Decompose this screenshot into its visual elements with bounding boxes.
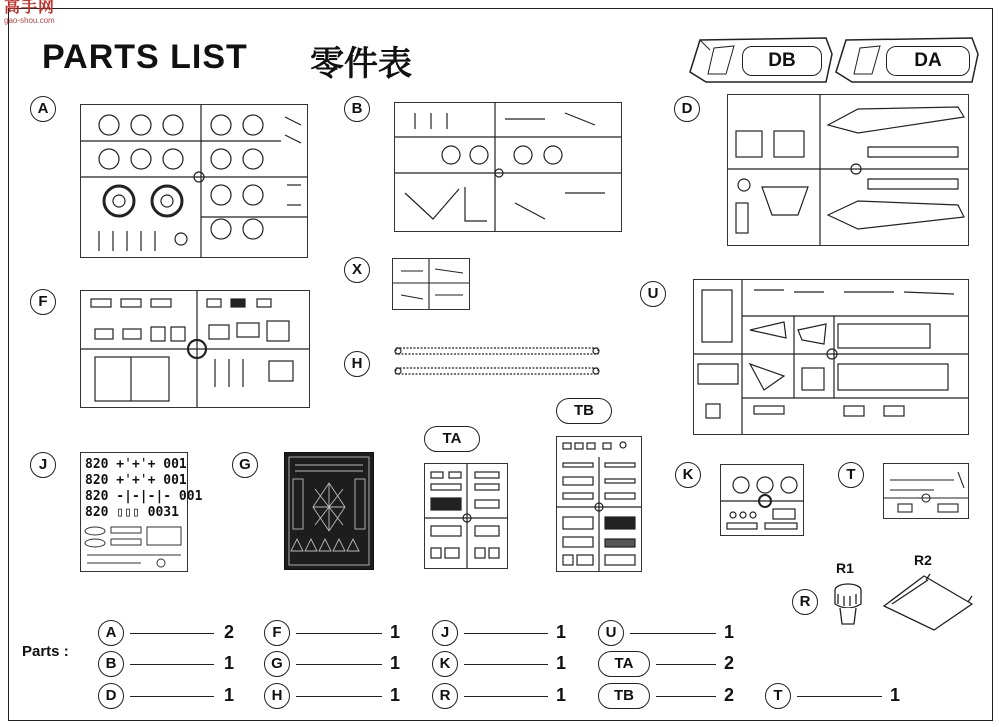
parts-summary-row-ta [598,651,744,677]
parts-summary-leader-line [464,696,548,697]
sprue-b-drawing [395,103,621,231]
sprue-b-label: B [344,96,370,122]
parts-summary-row-j [432,620,576,646]
part-r1-label: R1 [836,560,854,576]
parts-summary-row-b [98,651,244,677]
sprue-b [394,102,622,232]
parts-summary-row-h [264,683,410,709]
sprue-h-tracks [394,344,600,378]
parts-summary-qty: 2 [724,685,735,705]
hull-db-label: DB [742,46,822,76]
sprue-h-label: H [344,351,370,377]
sprue-k-drawing [721,465,803,535]
parts-summary-id: G [264,651,290,677]
sprue-f-label: F [30,289,56,315]
sprue-a [80,104,308,258]
parts-summary-id: TB [598,683,650,709]
parts-summary-row-u [598,620,744,646]
sprue-x-label: X [344,257,370,283]
parts-summary-row-d [98,683,244,709]
sprue-d [727,94,969,246]
sprue-u-label: U [640,281,666,307]
parts-summary-qty: 2 [724,653,735,673]
decal-row-2: 820 +ˈ+ˈ+ 001 [85,473,187,488]
sprue-ta-drawing [425,464,507,568]
parts-summary-leader-line [130,664,214,665]
parts-summary-id: A [98,620,124,646]
sprue-ta-label: TA [424,426,480,452]
parts-summary-leader-line [130,696,214,697]
decal-small-marks [81,523,187,571]
sprue-x [392,258,470,310]
parts-summary-id: H [264,683,290,709]
decal-j-label: J [30,452,56,478]
watermark-site: 高手网 [4,0,56,16]
sprue-ta [424,463,508,569]
parts-summary-qty: 1 [556,622,567,642]
photoetch-fret-g [284,452,374,570]
hull-da-label: DA [886,46,970,76]
sprue-t [883,463,969,519]
parts-summary-id: R [432,683,458,709]
parts-summary-id: K [432,651,458,677]
photoetch-g-drawing [285,453,373,569]
photoetch-g-label: G [232,452,258,478]
parts-summary-leader-line [797,696,882,697]
sprue-k [720,464,804,536]
parts-summary-id: D [98,683,124,709]
sprue-tb [556,436,642,572]
parts-summary-id: TA [598,651,650,677]
parts-summary-qty: 1 [390,685,401,705]
sprue-d-drawing [728,95,968,245]
parts-summary-leader-line [130,633,214,634]
sprue-a-drawing [81,105,307,257]
parts-summary-leader-line [296,633,382,634]
watermark [4,2,55,27]
parts-summary-row-t [765,683,910,709]
parts-summary-leader-line [656,664,716,665]
parts-summary-qty: 1 [224,685,235,705]
parts-summary-id: B [98,651,124,677]
page-title: PARTS LIST [42,38,248,76]
parts-summary-row-tb [598,683,744,709]
sprue-d-label: D [674,96,700,122]
part-r2-illustration [880,572,976,632]
page-title-cn: 零件表 [310,44,412,84]
parts-summary-id: J [432,620,458,646]
sprue-tb-drawing [557,437,641,571]
parts-summary-qty: 1 [224,653,235,673]
decal-row-4: 820 ▯▯▯ 0031 [85,505,179,520]
parts-summary-qty: 1 [556,653,567,673]
watermark-url: gao-shou.com [4,16,55,25]
parts-summary-id: T [765,683,791,709]
sprue-tb-label: TB [556,398,612,424]
parts-summary-leader-line [464,633,548,634]
parts-summary-qty: 1 [390,622,401,642]
parts-summary-row-r [432,683,576,709]
parts-summary-label: Parts : [22,643,69,660]
parts-summary-row-a [98,620,244,646]
parts-summary-id: U [598,620,624,646]
sprue-t-drawing [884,464,968,518]
sprue-f [80,290,310,408]
parts-summary-id: F [264,620,290,646]
parts-summary-qty: 1 [890,685,901,705]
parts-summary-leader-line [630,633,716,634]
part-r2-label: R2 [914,552,932,568]
parts-summary-leader-line [296,664,382,665]
parts-summary-row-f [264,620,410,646]
sprue-x-drawing [393,259,469,309]
sprue-u-drawing [694,280,968,434]
parts-summary-leader-line [656,696,716,697]
parts-summary-row-g [264,651,410,677]
parts-summary-qty: 1 [556,685,567,705]
sprue-a-label: A [30,96,56,122]
sprue-u [693,279,969,435]
parts-summary-qty: 1 [390,653,401,673]
parts-summary-leader-line [464,664,548,665]
decal-row-1: 820 +ˈ+ˈ+ 001 [85,457,187,472]
parts-summary-row-k [432,651,576,677]
parts-summary-qty: 1 [724,622,735,642]
parts-summary-qty: 2 [224,622,235,642]
parts-r-label: R [792,589,818,615]
decal-sheet-j [80,452,203,572]
part-r1-illustration [828,580,868,628]
decal-row-3: 820 -|-|-|- 001 [85,489,203,504]
sprue-t-label: T [838,462,864,488]
sprue-k-label: K [675,462,701,488]
sprue-f-drawing [81,291,309,407]
parts-summary-leader-line [296,696,382,697]
